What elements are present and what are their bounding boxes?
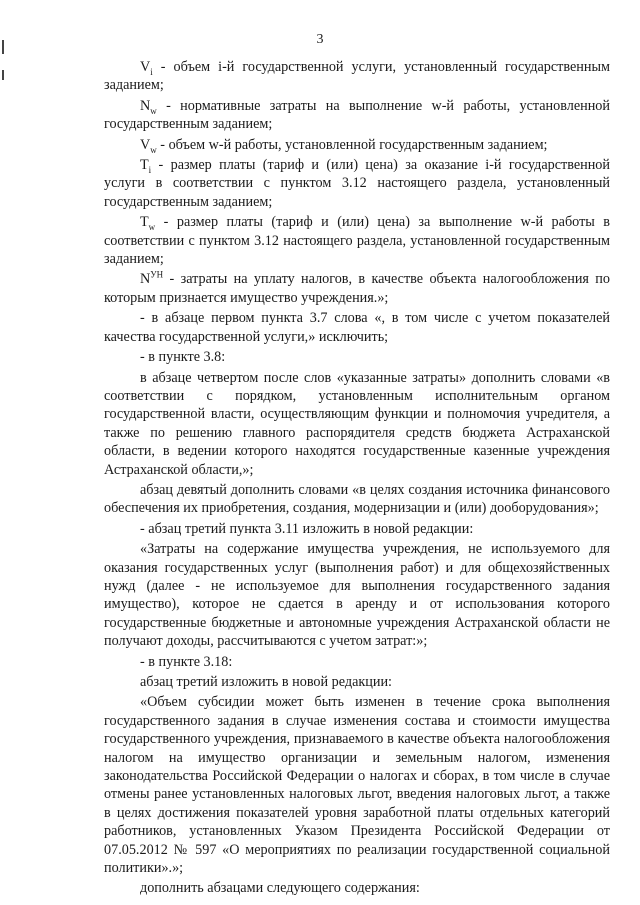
page-number: 3 [316,32,324,47]
paragraph-amend-3-8-fourth: в абзаце четвертом после слов «указанные затраты» дополнить словами «в соответствии с порядком, установленным исполнительным органом государственной власти, осуществляющим функции и полномочия учредителя, а также по решению главного распорядителя средств бюджета Астраханской области, в ведении которого находятся государственные казенные учреждения Астраханской области,»; [104,369,610,478]
paragraph-variable-nun: $N^{УН}$ - затраты на уплату налогов, в качестве объекта налогообложения по которым признается имущество учреждения.»; [104,269,610,306]
paragraph-quote-3-18: «Объем субсидии может быть изменен в течение срока выполнения государственного задания в случае изменения состава и стоимости имущества государственного учреждения, признаваемого в качестве объекта налогообложения налогом на имущество организации и земельным налогом, изменения законодательства Российской Федерации о налогах и сборах, в том числе в случае отмены ранее установленных налоговых льгот, введения налоговых льгот, а также в целях достижения показателей уровня заработной платы отдельных категорий работников, установленных Указом Президента Российской Федерации от 07.05.2012 № 597 «О мероприятиях по реализации государственной социальной политики».»; [104,694,610,877]
paragraph-variable-nw: $N_w$ - нормативные затраты на выполнение w-й работы, установленной государственным заданием; [104,97,610,133]
paragraph-amend-3-7: - в абзаце первом пункта 3.7 слова «, в том числе с учетом показателей качества государственной услуги,» исключить; [104,310,610,345]
document-body [104,58,610,900]
paragraph-variable-vi: $V_i$ - объем i-й государственной услуги, установленный государственным заданием; [104,59,610,94]
paragraph-amend-3-8-ninth: абзац девятый дополнить словами «в целях создания источника финансового обеспечения их приобретения, создания, модернизации и (или) дооборудования»; [104,481,610,517]
paragraph-item-3-8: - в пункте 3.8: [140,349,226,366]
paragraph-variable-vw: $V_w$ - объем w-й работы, установленной государственным заданием; [140,136,548,155]
paragraph-quote-3-11: «Затраты на содержание имущества учреждения, не используемого для оказания государственных услуг (выполнения работ) и для общехозяйственных нужд (далее - не используемое для выполнения государственного задания имущество), которое не сдается в аренду и от использования которого государственные бюджетные и автономные учреждения Астраханской области не получают доходы, рассчитываются с учетом затрат:»; [104,541,610,650]
paragraph-variable-tw: $T_w$ - размер платы (тариф и (или) цена) за выполнение w-й работы в соответствии с пунктом 3.12 настоящего раздела, установленной государственным заданием; [104,214,610,268]
margin-mark [2,70,4,80]
paragraph-item-3-18: - в пункте 3.18: [140,653,233,670]
paragraph-variable-ti: $T_i$ - размер платы (тариф и (или) цена) за оказание i-й государственной услуги в соответствии с пунктом 3.12 настоящего раздела, установленный государственным заданием; [104,157,610,210]
paragraph-amend-3-18-third: абзац третий изложить в новой редакции: [140,674,392,690]
paragraph-amend-3-11: - абзац третий пункта 3.11 изложить в новой редакции: [140,520,474,537]
paragraph-add-paragraphs: дополнить абзацами следующего содержания: [140,880,420,897]
